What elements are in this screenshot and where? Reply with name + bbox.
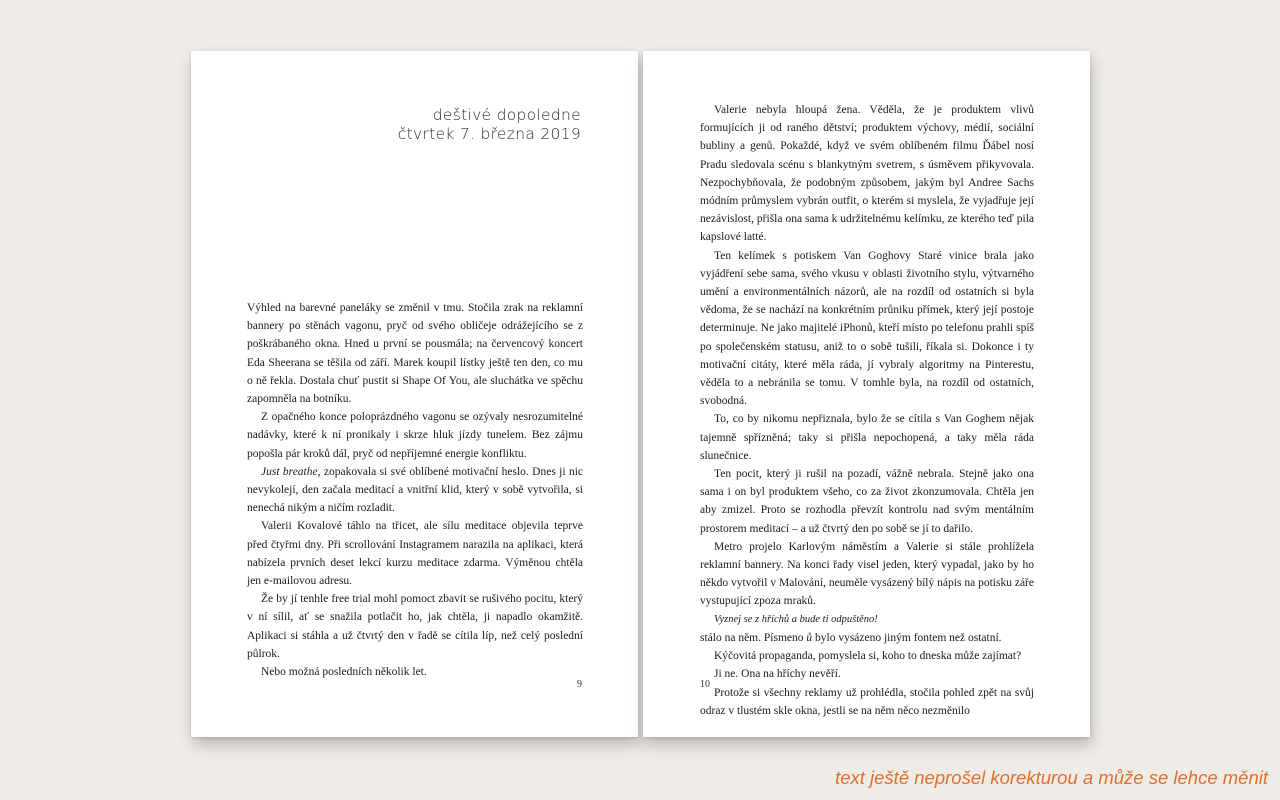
left-page <box>191 51 638 737</box>
page-number: 9 <box>577 679 582 690</box>
paragraph: To, co by nikomu nepřiznala, bylo že se cítila s Van Goghem nějak tajemně spřízněná; taky si přišla nepochopená, a taky měla ráda slunečnice. <box>700 413 1034 462</box>
chapter-heading <box>398 106 581 144</box>
paragraph: Nebo možná posledních několik let. <box>261 666 427 679</box>
right-page <box>643 51 1090 737</box>
paragraph-end: bylo vysázeno jiným fontem než ostatní. <box>812 631 1002 644</box>
paragraph: Protože si všechny reklamy už prohlédla, stočila pohled zpět na svůj odraz v tlustém skle okna, jestli se na něm něco nezměnilo <box>700 686 1034 717</box>
paragraph: Z opačného konce poloprázdného vagonu se ozývaly nesrozumitelné nadávky, které k ní pronikaly i skrze hluk jízdy tunelem. Bez zájmu popošla pár kroků dál, pryč od nepříjemné energie konfliktu. <box>247 411 583 460</box>
paragraph <box>247 463 583 518</box>
italic-phrase: Just breathe <box>261 465 318 478</box>
paragraph: Že by jí tenhle free trial mohl pomoct zbavit se rušivého pocitu, který v ní sílil, ať se snažila potlačit ho, jak chtěla, ji napadlo okamžitě. Aplikaci si stáhla a už čtvrtý den v řadě se cítila líp, než celý poslední půlrok. <box>247 593 583 660</box>
italic-letter: ů <box>806 631 813 644</box>
paragraph: Ten kelímek s potiskem Van Goghovy Staré vinice brala jako vyjádření sebe sama, svého vkusu v oblasti životního stylu, výtvarného umění a environmentálních názorů, ale na rozdíl od ostatních si byla vědoma, že se nachází na konkrétním průniku přímek, který její postoje determinuje. Ne jako majitelé iPhonů, kteří místo po telefonu prahli spíš po společenském statusu, aniž to o sobě tušili, říkala si. Dokonce i ty motivační citáty, které měla ráda, jí vybraly algoritmy na Pinterestu, věděla to a nebránila se tomu. V tomhle byla, na rozdíl od ostatních, svobodná. <box>700 249 1034 408</box>
page-number: 10 <box>700 679 710 690</box>
paragraph: Valerii Kovalové táhlo na třicet, ale sílu meditace objevila teprve před čtyřmi dny. Při scrollování Instagramem narazila na aplikaci, která nabízela prvních deset lekcí kurzu meditace zdarma. Výměnou chtěla jen e-mailovou adresu. <box>247 520 583 588</box>
paragraph: Valerie nebyla hloupá žena. Věděla, že je produktem vlivů formujících ji od raného dětství; produktem výchovy, médií, sociální bubliny a genů. Pokaždé, když ve svém oblíbeném filmu Ďábel nosí Pradu sledovala scénu s blankytným svetrem, s úsměvem přikyvovala. Nezpochybňovala, že podobným způsobem, jakým byl Andree Sachs módním průmyslem vybrán outfit, o kterém si myslela, že vyjadřuje její nezávislost, přišla ona sama k udržitelnému kelímku, ze kterého teď pila kapslové latté. <box>700 104 1034 244</box>
heading-line-2: čtvrtek 7. března 2019 <box>397 125 581 143</box>
right-page-text <box>700 101 1034 720</box>
paragraph-rest: , zopakovala si své oblíbené motivační heslo. Dnes ji nic nevykolejí, den začala meditací a vnitřní klid, který v sobě vytvořila, si nenechá nikým a ničím rozladit. <box>247 465 583 515</box>
banner-quote: Vyznej se z hříchů a bude ti odpuštěno! <box>714 613 878 625</box>
paragraph: Kýčovitá propaganda, pomyslela si, koho to dneska může zajímat? <box>714 650 1022 663</box>
paragraph: Ji ne. Ona na hříchy nevěří. <box>714 668 841 681</box>
paragraph: Metro projelo Karlovým náměstím a Valerie si stále prohlížela reklamní bannery. Na konci řady visel jeden, který vypadal, jako by ho někdo vytvořil v Malování, neuměle vysázený bílý nápis na potisku záře vystupující zpoza mraků. <box>700 540 1034 608</box>
paragraph-start: stálo na něm. Písmeno <box>700 631 807 644</box>
proofreading-note: text ještě neprošel korekturou a může se lehce měnit <box>835 767 1268 788</box>
paragraph <box>700 629 1034 647</box>
paragraph: Ten pocit, který ji rušil na pozadí, vážně nebrala. Stejně jako ona sama i on byl produktem všeho, co za život zkonzumovala. Chtěla jen aby zmizel. Proto se rozhodla převzít kontrolu nad svým mentálním prostorem meditací – a už čtvrtý den po sobě se jí to dařilo. <box>700 468 1034 535</box>
paragraph: Výhled na barevné paneláky se změnil v tmu. Stočila zrak na reklamní bannery po stěnách vagonu, pryč od svého obličeje odrážejícího se z poškrábaného okna. Hned u první se pousmála; na červencový koncert Eda Sheerana se těšila od září. Marek koupil lístky ještě ten den, co mu o ně řekla. Dostala chuť pustit si Shape Of You, ale sluchátka ve spěchu zapomněla na botníku. <box>247 302 583 406</box>
heading-line-1: deštivé dopoledne <box>432 106 581 124</box>
left-page-text <box>247 299 583 681</box>
